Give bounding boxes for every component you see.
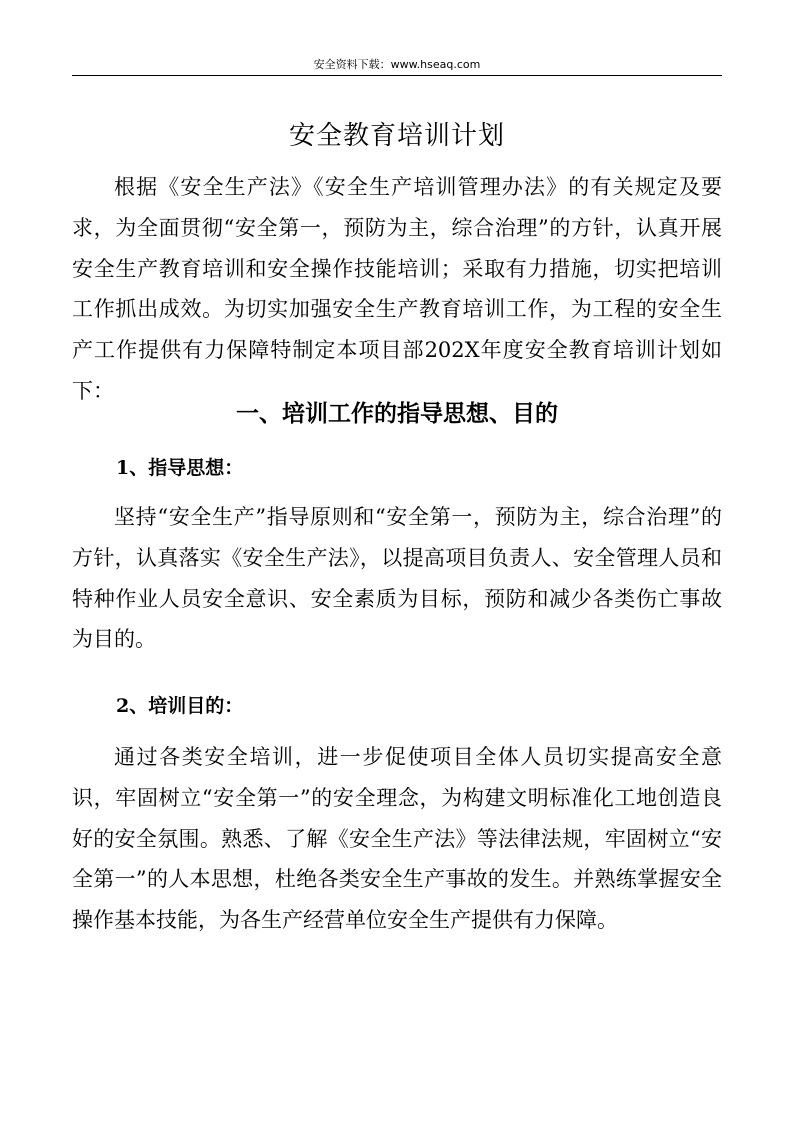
subsection-1-body: 坚持“安全生产”指导原则和“安全第一，预防为主，综合治理”的方针，认真落实《安全生产法》，以提高项目负责人、安全管理人员和特种作业人员安全意识、安全素质为目标，预防和减少各类伤亡事故为目的。 xyxy=(72,505,722,652)
intro-paragraph: 根据《安全生产法》《安全生产培训管理办法》的有关规定及要求，为全面贯彻“安全第一，预防为主，综合治理”的方针，认真开展安全生产教育培训和安全操作技能培训；采取有力措施，切实把培训工作抓出成效。为切实加强安全生产教育培训工作，为工程的安全生产工作提供有力保障特制定本项目部202X年度安全教育培训计划如下： xyxy=(72,175,722,403)
section-1-heading: 一、培训工作的指导思想、目的 xyxy=(236,400,558,427)
subsection-2-heading: 2、培训目的： xyxy=(116,695,244,717)
header-divider xyxy=(72,75,722,76)
subsection-1-heading: 1、指导思想： xyxy=(116,457,244,479)
page-header: 安全资料下载：www.hseaq.com xyxy=(313,58,481,71)
subsection-2-body: 通过各类安全培训，进一步促使项目全体人员切实提高安全意识，牢固树立“安全第一”的安全理念，为构建文明标准化工地创造良好的安全氛围。熟悉、了解《安全生产法》等法律法规，牢固树立“安全第一”的人本思想，杜绝各类安全生产事故的发生。并熟练掌握安全操作基本技能，为各生产经营单位安全生产提供有力保障。 xyxy=(72,745,722,933)
document-title: 安全教育培训计划 xyxy=(288,121,505,151)
